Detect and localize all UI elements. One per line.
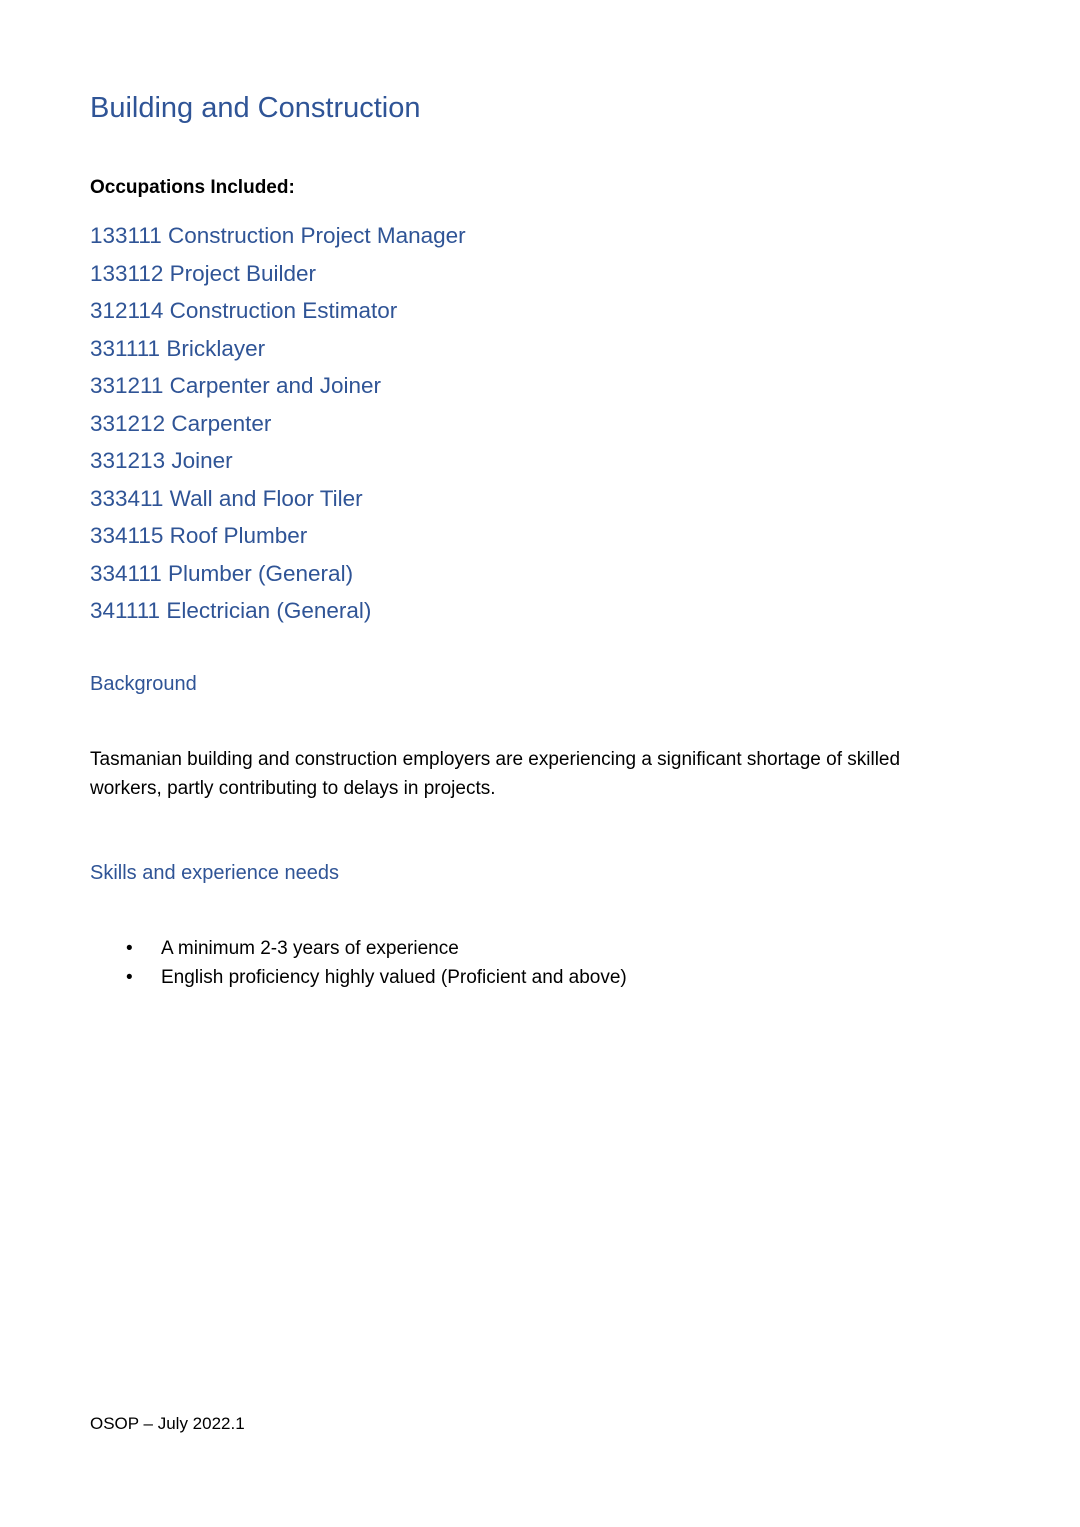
skills-item-text: English proficiency highly valued (Proficient and above) [161,967,627,988]
occupations-list [90,220,466,633]
occupation-item: 331212 Carpenter [90,410,272,436]
bullet-icon: • [126,967,133,988]
bullet-icon: • [126,938,133,959]
occupation-item: 333411 Wall and Floor Tiler [90,485,363,511]
occupation-item: 312114 Construction Estimator [90,298,398,323]
page-title: Building and Construction [90,92,421,124]
skills-item-text: A minimum 2-3 years of experience [161,938,459,959]
occupation-item: 133112 Project Builder [90,260,316,286]
occupation-item: 331111 Bricklayer [90,335,266,361]
occupation-item: 331211 Carpenter and Joiner [90,373,382,398]
occupation-item: 331213 Joiner [90,448,233,473]
background-paragraph: Tasmanian building and construction employers are experiencing a significant shortage of skilled workers, partly contributing to delays in projects. [90,749,901,799]
occupation-item: 341111 Electrician (General) [90,598,372,623]
occupation-item: 334115 Roof Plumber [90,523,308,548]
occupations-heading: Occupations Included: [90,177,295,198]
page-footer: OSOP – July 2022.1 [90,1414,245,1433]
background-heading: Background [90,673,197,695]
occupation-item: 133111 Construction Project Manager [90,223,466,248]
skills-heading: Skills and experience needs [90,862,340,884]
occupation-item: 334111 Plumber (General) [90,560,354,586]
